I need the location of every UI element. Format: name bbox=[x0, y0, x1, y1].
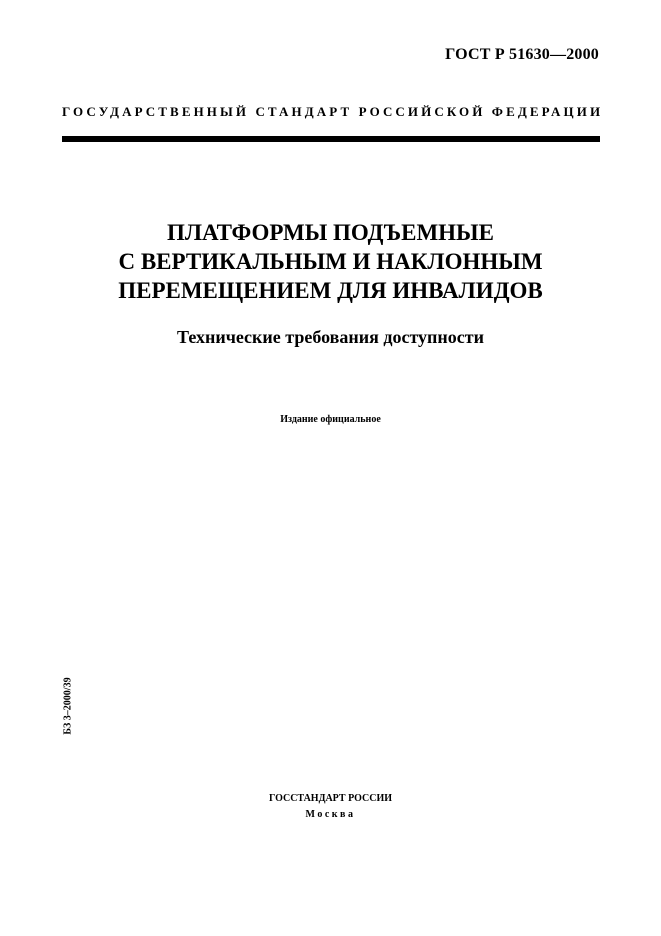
side-code: БЗ 3–2000/39 bbox=[62, 677, 74, 735]
document-code: ГОСТ Р 51630—2000 bbox=[445, 46, 599, 63]
publisher: ГОССТАНДАРТ РОССИИ bbox=[268, 793, 393, 804]
main-title-line-3: ПЕРЕМЕЩЕНИЕМ ДЛЯ ИНВАЛИДОВ bbox=[118, 278, 543, 303]
header-rule bbox=[62, 136, 600, 142]
organization-line: ГОСУДАРСТВЕННЫЙ СТАНДАРТ РОССИЙСКОЙ ФЕДЕРАЦИИ bbox=[62, 104, 604, 119]
main-title bbox=[0, 218, 661, 305]
main-title-line-1: ПЛАТФОРМЫ ПОДЪЕМНЫЕ bbox=[167, 220, 494, 245]
edition-label: Издание официальное bbox=[280, 414, 381, 425]
main-title-line-2: С ВЕРТИКАЛЬНЫМ И НАКЛОННЫМ bbox=[118, 249, 543, 274]
subtitle: Технические требования доступности bbox=[177, 327, 484, 347]
publication-city: Москва bbox=[305, 809, 356, 820]
